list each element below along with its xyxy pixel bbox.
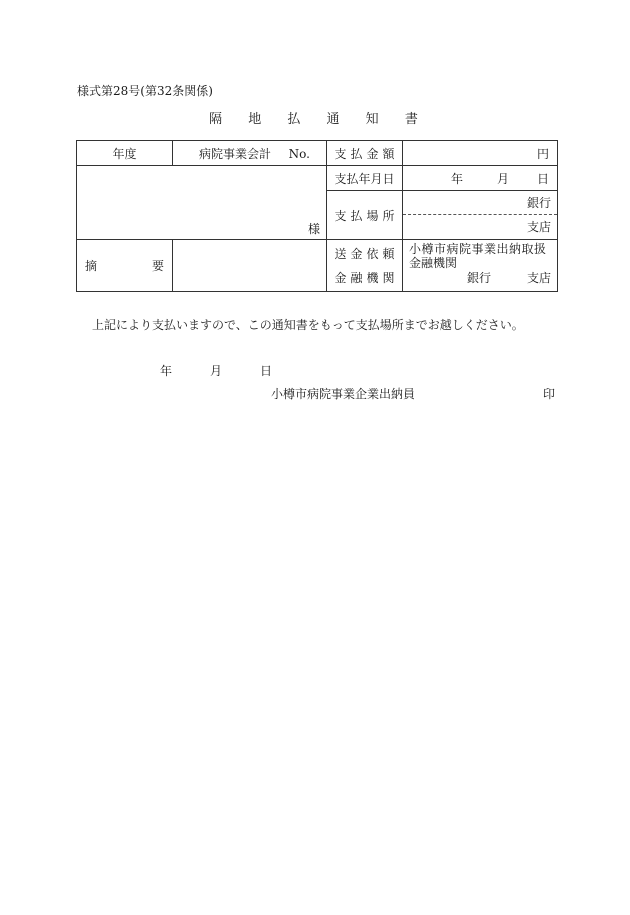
sign-day: 日 [260, 364, 273, 378]
account-label: 病院事業会計 [199, 146, 272, 161]
pay-date-label: 支払年月日 [327, 166, 403, 191]
payee-suffix: 様 [307, 222, 320, 236]
remit-bank-branch [409, 271, 551, 285]
remit-label-1: 送金依頼 [334, 246, 399, 261]
fiscal-year-cell [77, 141, 173, 166]
account-cell [173, 141, 327, 166]
pay-place-cell [403, 191, 558, 240]
date-month: 月 [496, 171, 509, 186]
number-label: No. [288, 146, 310, 161]
remit-bank: 銀行 [466, 271, 491, 285]
amount-unit: 円 [536, 146, 549, 161]
summary-label-1: 摘 [85, 259, 98, 273]
summary-label-2: 要 [151, 259, 164, 273]
row-pay-date [77, 166, 558, 191]
row-fiscal-year [77, 141, 558, 166]
remit-line-1: 小樽市病院事業出納取扱 [409, 242, 547, 256]
remit-label-cell [327, 240, 403, 292]
summary-label-cell [77, 240, 173, 292]
pay-date-cell [403, 166, 558, 191]
signer-name: 小樽市病院事業企業出納員 [271, 387, 416, 401]
document-title: 隔 地 払 通 知 書 [209, 112, 429, 127]
remit-branch: 支店 [526, 271, 551, 285]
sign-date [160, 362, 272, 379]
date-year: 年 [450, 171, 463, 186]
remit-label-2: 金融機関 [334, 270, 399, 285]
remit-line-2: 金融機関 [409, 256, 458, 270]
date-day: 日 [536, 171, 549, 186]
sign-month: 月 [210, 364, 223, 378]
pay-place-label: 支払場所 [327, 191, 403, 240]
summary-value-cell [173, 240, 327, 292]
pay-place-branch: 支店 [526, 220, 551, 234]
sign-year: 年 [160, 364, 173, 378]
payee-cell [77, 166, 327, 240]
pay-place-bank: 銀行 [403, 191, 557, 215]
notice-text: 上記により支払いますので、この通知書をもって支払場所までお越しください。 [92, 318, 524, 332]
payment-form-table [76, 140, 558, 292]
fiscal-year-label: 年度 [112, 146, 137, 161]
form-number: 様式第28号(第32条関係) [77, 84, 213, 98]
amount-label: 支払金額 [327, 141, 403, 166]
seal-mark: 印 [543, 387, 556, 401]
row-summary [77, 240, 558, 292]
remit-value-cell [403, 240, 558, 292]
amount-cell [403, 141, 558, 166]
